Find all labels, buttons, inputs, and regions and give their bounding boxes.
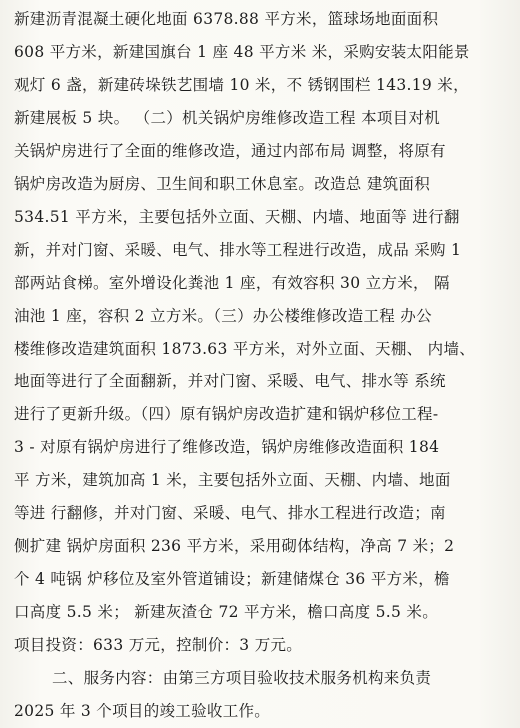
text-line: 2025 年 3 个项目的竣工验收工作。 (14, 702, 271, 720)
text-line: 地面等进行了全面翻新，并对门窗、采暖、电气、排水等 系统 (14, 372, 446, 391)
text-line: 观灯 6 盏，新建砖垛铁艺围墙 10 米，不 锈钢围栏 143.19 米， (14, 75, 469, 94)
text-line: 新建展板 5 块。 （二）机关锅炉房维修改造工程 本项目对机 (14, 108, 441, 127)
text-line: 口高度 5.5 米； 新建灰渣仓 72 平方米，檐口高度 5.5 米。 (14, 603, 439, 622)
text-line: 关锅炉房进行了全面的维修改造，通过内部布局 调整，将原有 (14, 141, 446, 160)
text-line: 608 平方米，新建国旗台 1 座 48 平方米 米，采购安装太阳能景 (14, 42, 470, 61)
text-line: 部两站食梯。室外增设化粪池 1 座，有效容积 30 立方米， 隔 (14, 273, 450, 292)
text-line: 侧扩建 锅炉房面积 236 平方米，采用砌体结构，净高 7 米；2 (14, 537, 455, 556)
text-line: 楼维修改造建筑面积 1873.63 平方米，对外立面、天棚、 内墙、 (14, 339, 476, 358)
text-line: 3 - 对原有锅炉房进行了维修改造，锅炉房维修改造面积 184 (14, 438, 440, 457)
text-line: 项目投资：633 万元，控制价：3 万元。 (14, 636, 303, 655)
text-line: 新，并对门窗、采暖、电气、排水等工程进行改造，成品 采购 1 (14, 240, 462, 259)
text-line: 进行了更新升级。（四）原有锅炉房改造扩建和锅炉移位工程- (14, 405, 439, 424)
text-line: 平 方米，建筑加高 1 米，主要包括外立面、天棚、内墙、地面 (14, 471, 451, 490)
section-heading-line: 二、服务内容：由第三方项目验收技术服务机构来负责 (52, 669, 432, 688)
text-line: 新建沥青混凝土硬化地面 6378.88 平方米，篮球场地面面积 (14, 10, 439, 28)
text-line: 个 4 吨锅 炉移位及室外管道铺设；新建储煤仓 36 平方米，檐 (14, 570, 450, 589)
text-line: 534.51 平方米，主要包括外立面、天棚、内墙、地面等 进行翻 (14, 207, 460, 226)
text-line: 锅炉房改造为厨房、卫生间和职工休息室。改造总 建筑面积 (14, 174, 431, 193)
text-line: 等进 行翻修，并对门窗、采暖、电气、排水工程进行改造；南 (14, 504, 446, 523)
text-line: 油池 1 座，容积 2 立方米。（三）办公楼维修改造工程 办公 (14, 306, 432, 325)
